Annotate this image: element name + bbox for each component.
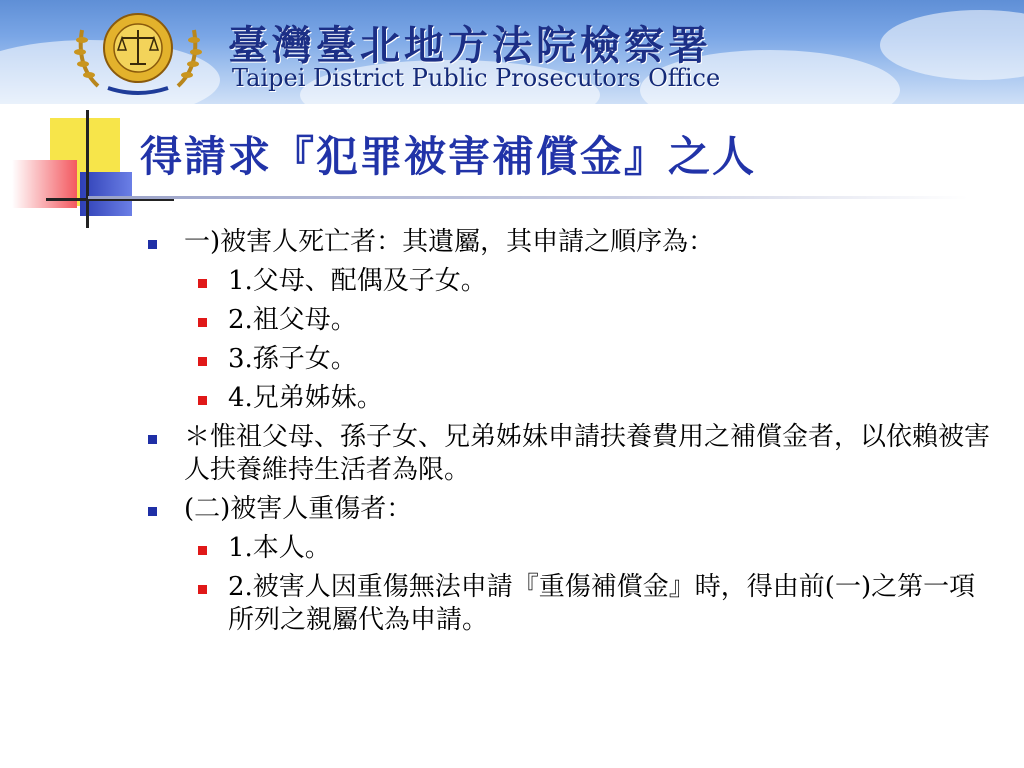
list-item	[140, 421, 1000, 487]
sub-list-item	[140, 382, 1000, 415]
bullet-icon	[198, 279, 207, 288]
vertical-line-decoration	[86, 110, 89, 228]
bullet-icon	[198, 396, 207, 405]
bullet-icon	[148, 507, 157, 516]
sub-list-item-text: 2.被害人因重傷無法申請『重傷補償金』時，得由前(一)之第一項所列之親屬代為申請。	[228, 572, 976, 635]
bullet-icon	[198, 546, 207, 555]
bullet-icon	[148, 435, 157, 444]
sub-list-item-text: 2.祖父母。	[228, 305, 357, 335]
list-item	[140, 493, 1000, 526]
bullet-icon	[198, 357, 207, 366]
slide-title: 得請求『犯罪被害補償金』之人	[140, 132, 757, 181]
list-item	[140, 226, 1000, 259]
sub-list-item	[140, 304, 1000, 337]
sub-list-item-text: 4.兄弟姊妹。	[228, 383, 383, 413]
slide-content	[140, 226, 1000, 643]
cloud-decoration	[880, 10, 1024, 80]
justice-scale-emblem-icon	[68, 6, 208, 98]
sub-list-item-text: 1.父母、配偶及子女。	[228, 266, 487, 296]
sub-list-item-text: 1.本人。	[228, 533, 331, 563]
sub-list-item	[140, 265, 1000, 298]
list-item-text: ＊惟祖父母、孫子女、兄弟姊妹申請扶養費用之補償金者，以依賴被害人扶養維持生活者為限。	[184, 422, 991, 485]
sub-list-item	[140, 571, 1000, 637]
bullet-icon	[198, 318, 207, 327]
bullet-icon	[198, 585, 207, 594]
header-banner	[0, 0, 1024, 104]
list-item-text: 一)被害人死亡者：其遺屬，其申請之順序為：	[184, 227, 715, 257]
org-name-zh: 臺灣臺北地方法院檢察署	[228, 22, 712, 69]
sub-list-item-text: 3.孫子女。	[228, 344, 357, 374]
sub-list-item	[140, 343, 1000, 376]
list-item-text: (二)被害人重傷者：	[184, 494, 413, 524]
org-name-en: Taipei District Public Prosecutors Office	[232, 64, 721, 92]
sub-list-item	[140, 532, 1000, 565]
bullet-icon	[148, 240, 157, 249]
title-underline	[88, 196, 968, 199]
